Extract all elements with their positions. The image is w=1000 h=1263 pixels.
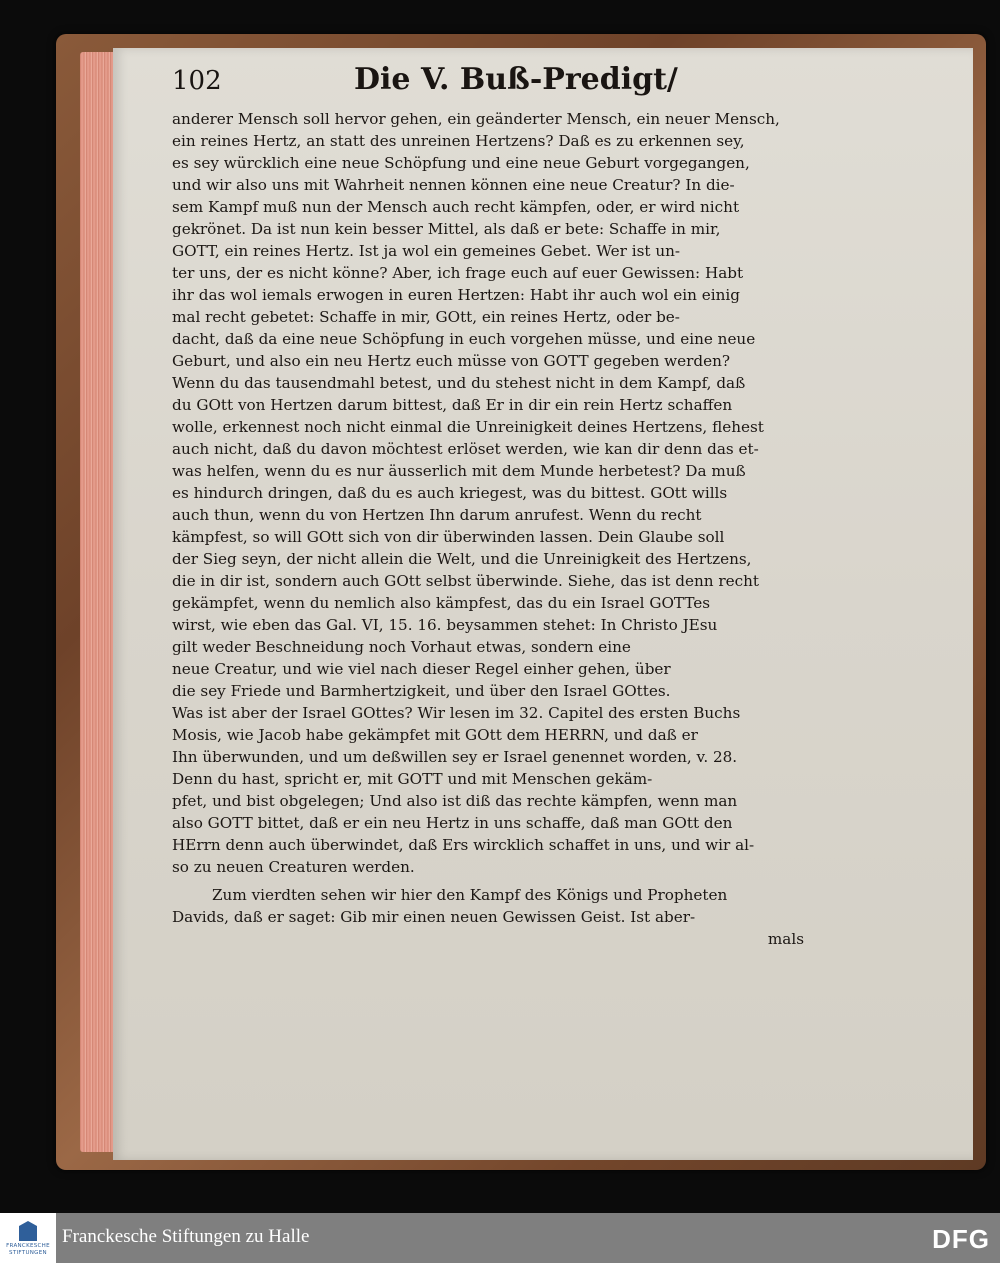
emblem-icon [19, 1221, 37, 1241]
text-line: gekrönet. Da ist nun kein besser Mittel, als daß er bete: Schaffe in mir, [172, 220, 721, 238]
dfg-logo[interactable]: DFG [932, 1224, 990, 1254]
page-header [172, 62, 812, 106]
text-line: Was ist aber der Israel GOttes? Wir lesen im 32. Capitel des ersten Buchs [172, 704, 741, 722]
institution-name[interactable]: Franckesche Stiftungen zu Halle [62, 1226, 310, 1247]
text-line: der Sieg seyn, der nicht allein die Welt, und die Unreinigkeit des Hertzens, [172, 550, 752, 568]
viewer-footer [0, 1213, 1000, 1263]
text-line: gekämpfet, wenn du nemlich also kämpfest, das du ein Israel GOTTes [172, 594, 711, 612]
text-line: ein reines Hertz, an statt des unreinen Hertzens? Daß es zu erkennen sey, [172, 132, 745, 150]
catchword: mals [767, 930, 804, 948]
text-line: Wenn du das tausendmahl betest, und du stehest nicht in dem Kampf, daß [172, 374, 746, 392]
text-line: HErrn denn auch überwindet, daß Ers wircklich schaffet in uns, und wir al- [172, 836, 755, 854]
text-line: ter uns, der es nicht könne? Aber, ich frage euch auf euer Gewissen: Habt [172, 264, 744, 282]
text-line: es hindurch dringen, daß du es auch kriegest, was du bittest. GOtt wills [172, 484, 728, 502]
text-line: so zu neuen Creaturen werden. [172, 858, 415, 876]
text-line: Zum vierdten sehen wir hier den Kampf des Königs und Propheten [212, 886, 728, 904]
body-text [172, 108, 812, 950]
text-line: und wir also uns mit Wahrheit nennen können eine neue Creatur? In die- [172, 176, 735, 194]
page-number: 102 [172, 66, 222, 96]
text-line: die in dir ist, sondern auch GOtt selbst überwinde. Siehe, das ist denn recht [172, 572, 760, 590]
text-line: Geburt, und also ein neu Hertz euch müsse von GOTT gegeben werden? [172, 352, 731, 370]
logo-caption: FRANCKESCHE STIFTUNGEN [6, 1243, 50, 1256]
text-line: gilt weder Beschneidung noch Vorhaut etwas, sondern eine [172, 638, 631, 656]
institution-logo[interactable] [0, 1213, 56, 1263]
text-line: Davids, daß er saget: Gib mir einen neuen Gewissen Geist. Ist aber- [172, 908, 696, 926]
text-line: die sey Friede und Barmhertzigkeit, und über den Israel GOttes. [172, 682, 671, 700]
text-line: dacht, daß da eine neue Schöpfung in euch vorgehen müsse, und eine neue [172, 330, 756, 348]
text-line: also GOTT bittet, daß er ein neu Hertz in uns schaffe, daß man GOtt den [172, 814, 733, 832]
text-line: wirst, wie eben das Gal. VI, 15. 16. beysammen stehet: In Christo JEsu [172, 616, 718, 634]
text-line: auch thun, wenn du von Hertzen Ihn darum anrufest. Wenn du recht [172, 506, 702, 524]
text-line: auch nicht, daß du davon möchtest erlöset werden, wie kan dir denn das et- [172, 440, 759, 458]
text-line: ihr das wol iemals erwogen in euren Hertzen: Habt ihr auch wol ein einig [172, 286, 740, 304]
page-edges [80, 52, 116, 1152]
text-line: anderer Mensch soll hervor gehen, ein geänderter Mensch, ein neuer Mensch, [172, 110, 780, 128]
running-title: Die V. Buß-Predigt/ [354, 62, 678, 97]
text-line: mal recht gebetet: Schaffe in mir, GOtt, ein reines Hertz, oder be- [172, 308, 680, 326]
text-line: GOTT, ein reines Hertz. Ist ja wol ein gemeines Gebet. Wer ist un- [172, 242, 681, 260]
text-line: neue Creatur, und wie viel nach dieser Regel einher gehen, über [172, 660, 671, 678]
text-line: pfet, und bist obgelegen; Und also ist diß das rechte kämpfen, wenn man [172, 792, 738, 810]
text-line: du GOtt von Hertzen darum bittest, daß Er in dir ein rein Hertz schaffen [172, 396, 733, 414]
text-line: was helfen, wenn du es nur äusserlich mit dem Munde herbetest? Da muß [172, 462, 746, 480]
text-line: sem Kampf muß nun der Mensch auch recht kämpfen, oder, er wird nicht [172, 198, 740, 216]
text-line: Ihn überwunden, und um deßwillen sey er Israel genennet worden, v. 28. [172, 748, 738, 766]
text-line: Denn du hast, spricht er, mit GOTT und mit Menschen gekäm- [172, 770, 653, 788]
text-line: es sey würcklich eine neue Schöpfung und eine neue Geburt vorgegangen, [172, 154, 750, 172]
text-line: kämpfest, so will GOtt sich von dir überwinden lassen. Dein Glaube soll [172, 528, 725, 546]
text-line: Mosis, wie Jacob habe gekämpfet mit GOtt dem HERRN, und daß er [172, 726, 698, 744]
text-line: wolle, erkennest noch nicht einmal die Unreinigkeit deines Hertzens, flehest [172, 418, 764, 436]
